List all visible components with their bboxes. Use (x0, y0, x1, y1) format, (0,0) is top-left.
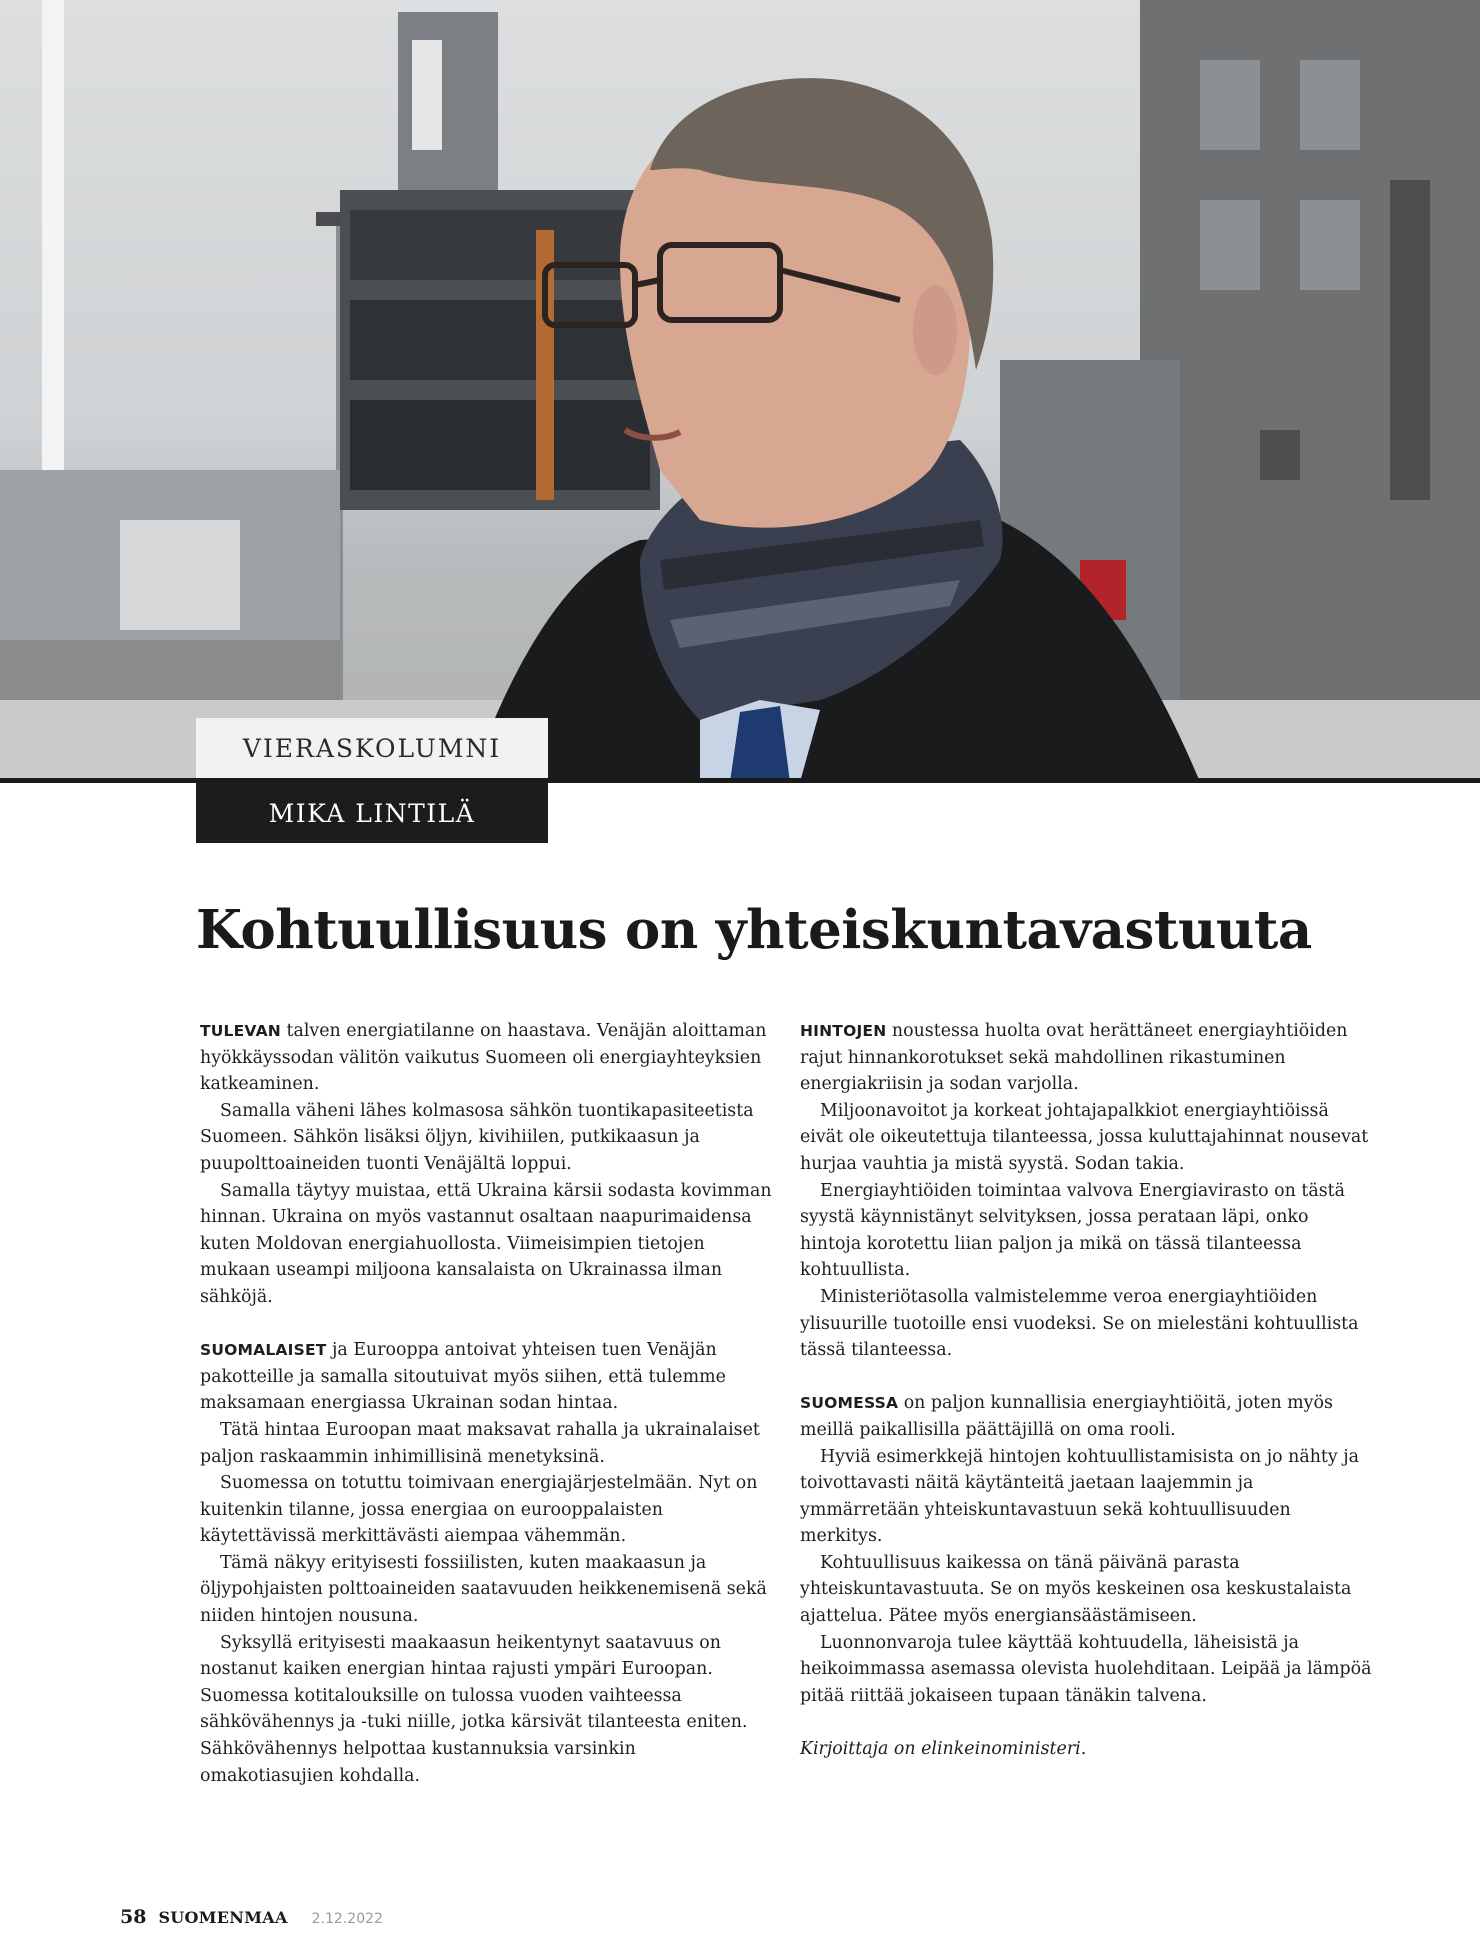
author-signoff: Kirjoittaja on elinkeinoministeri. (800, 1739, 1087, 1760)
paragraph: Samalla täytyy muistaa, että Ukraina kärsii sodasta kovimman hinnan. Ukraina on myös vastannut osaltaan naapurimaidensa kuten Moldovan energiahuollosta. Viimeisimpien tietojen mukaan useampi miljoona kansalaista on Ukrainassa ilman sähköjä. (200, 1180, 772, 1307)
paragraph: Tätä hintaa Euroopan maat maksavat rahalla ja ukrainalaiset paljon raskaammin inhimillisinä menetyksinä. (200, 1419, 760, 1467)
lead-word: SUOMESSA (800, 1394, 899, 1413)
paragraph (800, 1018, 1374, 1098)
paragraph (200, 1337, 774, 1417)
paragraph: Tämä näkyy erityisesti fossiilisten, kuten maakaasun ja öljypohjaisten polttoaineiden saatavuuden heikkenemisenä sekä niiden hintojen nousuna. (200, 1552, 767, 1627)
magazine-name: SUOMENMAA (158, 1908, 288, 1927)
right-column (800, 1018, 1374, 1763)
paragraph-text: talven energiatilanne on haastava. Venäjän aloittaman hyökkäyssodan välitön vaikutus Suomeen oli energiayhteyksien katkeaminen. (200, 1021, 767, 1095)
paragraph: Energiayhtiöiden toimintaa valvova Energiavirasto on tästä syystä käynnistänyt selvityksen, jossa perataan läpi, onko hintoja korotettu liian paljon ja mikä on tässä tilanteessa kohtuullista. (800, 1180, 1345, 1281)
page-number: 58 (120, 1906, 147, 1928)
column-tag: VIERASKOLUMNI (196, 718, 548, 778)
columnist-photo (0, 0, 1480, 782)
paragraph: Luonnonvaroja tulee käyttää kohtuudella, läheisistä ja heikoimmassa asemassa olevista huolehditaan. Leipää ja lämpöä pitää riittää jokaiseen tupaan tänäkin talvena. (800, 1632, 1372, 1706)
author-label: MIKA LINTILÄ (196, 783, 548, 843)
lead-word: HINTOJEN (800, 1022, 887, 1040)
paragraph (800, 1390, 1374, 1443)
paragraph: Hyviä esimerkkejä hintojen kohtuullistamisista on jo nähty ja toivottavasti näitä käytänteitä jaetaan laajemmin ja ymmärretään yhteiskuntavastuun sekä kohtuullisuuden merkitys. (800, 1446, 1360, 1547)
paragraph: Samalla väheni lähes kolmasosa sähkön tuontikapasiteetista Suomeen. Sähkön lisäksi öljyn, kivihiilen, putkikaasun ja puupolttoaineiden tuonti Venäjältä loppui. (200, 1100, 754, 1174)
headline: Kohtuullisuus on yhteiskuntavastuuta (196, 899, 1312, 961)
lead-word: TULEVAN (200, 1022, 281, 1040)
paragraph: Ministeriötasolla valmistelemme veroa energiayhtiöiden ylisuurille tuotoille ensi vuodeksi. Se on mielestäni kohtuullista tässä tilanteessa. (800, 1286, 1359, 1361)
columnist-photo-illustration (0, 0, 1480, 782)
left-column (200, 1018, 774, 1789)
paragraph-text: on paljon kunnallisia energiayhtiöitä, joten myös meillä paikallisilla päättäjillä on oma rooli. (800, 1393, 1333, 1440)
paragraph (200, 1018, 774, 1098)
paragraph-text: noustessa huolta ovat herättäneet energiayhtiöiden rajut hinnankorotukset sekä mahdollinen rikastuminen energiakriisin ja sodan varjolla. (800, 1021, 1348, 1095)
paragraph: Miljoonavoitot ja korkeat johtajapalkkiot energiayhtiöissä eivät ole oikeutettuja tilanteessa, jossa kuluttajahinnat nousevat hurjaa vauhtia ja mistä syystä. Sodan takia. (800, 1100, 1369, 1174)
lead-word: SUOMALAISET (200, 1341, 327, 1360)
page-footer (120, 1906, 383, 1932)
paragraph: Kohtuullisuus kaikessa on tänä päivänä parasta yhteiskuntavastuuta. Se on myös keskeinen osa keskustalaista ajattelua. Pätee myös energiansäästämiseen. (800, 1552, 1352, 1627)
paragraph: Suomessa on totuttu toimivaan energiajärjestelmään. Nyt on kuitenkin tilanne, jossa energiaa on eurooppalaisten käytettävissä merkittävästi aiempaa vähemmän. (200, 1473, 758, 1547)
issue-date: 2.12.2022 (311, 1911, 383, 1927)
paragraph-text: ja Eurooppa antoivat yhteisen tuen Venäjän pakotteille ja samalla sitoutuivat myös siihen, että tulemme maksamaan energiassa Ukrainan sodan hintaa. (200, 1340, 726, 1414)
paragraph: Syksyllä erityisesti maakaasun heikentynyt saatavuus on nostanut kaiken energian hintaa rajusti ympäri Euroopan. Suomessa kotitalouksille on tulossa vuoden vaihteessa sähkövähennys ja -tuki niille, jotka kärsivät tilanteesta eniten. Sähkövähennys helpottaa kustannuksia varsinkin omakotiasujien kohdalla. (200, 1632, 748, 1786)
